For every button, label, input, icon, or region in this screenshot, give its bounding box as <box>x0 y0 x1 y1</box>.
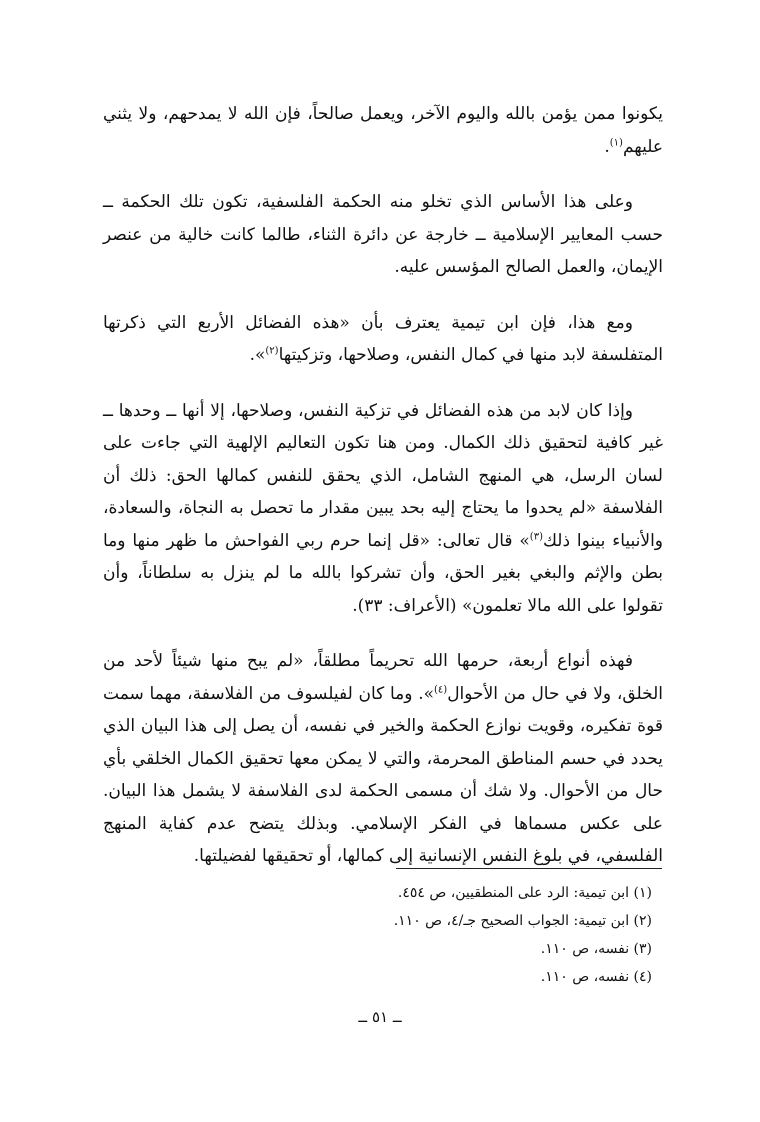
paragraph-2 <box>103 186 663 284</box>
footnote-1: (١) ابن تيمية: الرد على المنطقيين، ص ٤٥٤. <box>397 885 652 901</box>
footnote-ref-4: (٤) <box>434 683 448 695</box>
footnote-4: (٤) نفسه، ص ١١٠. <box>540 969 652 985</box>
footnote-2: (٢) ابن تيمية: الجواب الصحيح جـ/٤، ص ١١٠. <box>393 913 652 929</box>
paragraph-1-end: . <box>604 136 610 157</box>
footnote-3: (٣) نفسه، ص ١١٠. <box>540 941 652 957</box>
footnote-ref-3: (٣) <box>529 530 543 542</box>
paragraph-4 <box>103 395 663 623</box>
footnote-ref-1: (١) <box>609 136 623 148</box>
paragraph-1 <box>103 98 663 163</box>
page-number: ــ ٥١ ــ <box>358 1008 402 1026</box>
footnote-separator <box>396 868 662 869</box>
main-text <box>103 98 663 896</box>
paragraph-3-end: ». <box>249 345 266 365</box>
paragraph-4-text-a: وإذا كان لابد من هذه الفضائل في تزكية النفس، وصلاحها، إلا أنها ــ وحدها ــ غير كافية لتحقيق ذلك الكمال. ومن هنا تكون التعاليم الإلهية التي جاءت على لسان الرسل، هي المنهج الشامل، الذي يحقق للنفس كمالها الحق: ذلك أن الفلاسفة «لم يحدوا ما يحتاج إليه بحد يبين مقدار ما تحصل به النجاة، والسعادة، والأنبياء بينوا ذلك <box>103 400 664 551</box>
paragraph-2-text: وعلى هذا الأساس الذي تخلو منه الحكمة الفلسفية، تكون تلك الحكمة ــ حسب المعايير الإسلامية ــ خارجة عن دائرة الثناء، طالما كانت خالية من عنصر الإيمان، والعمل الصالح المؤسس عليه. <box>103 192 663 277</box>
paragraph-4-text-b: » قال تعالى: «قل إنما حرم ربي الفواحش ما ظهر منها وما بطن والإثم والبغي بغير الحق، وأن تشركوا بالله ما لم ينزل به سلطاناً، وأن تقولوا على الله مالا تعلمون» (الأعراف: ٣٣). <box>103 530 663 616</box>
footnotes <box>103 879 652 991</box>
paragraph-5-text-a: فهذه أنواع أربعة، حرمها الله تحريماً مطلقاً، «لم يبح منها شيئاً لأحد من الخلق، ولا في حال من الأحوال <box>103 651 664 704</box>
paragraph-3-text: ومع هذا، فإن ابن تيمية يعترف بأن «هذه الفضائل الأربع التي ذكرتها المتفلسفة لابد منها في كمال النفس، وصلاحها، وتزكيتها <box>103 312 663 365</box>
paragraph-5-text-b: ». وما كان لفيلسوف من الفلاسفة، مهما سمت قوة تفكيره، وقويت نوازع الحكمة والخير في نفسه، أن يصل إلى هذا البيان الذي يحدد في حسم المناطق المحرمة، والتي لا يمكن معها تحقيق الكمال الخلقي بأي حال من الأحوال. ولا شك أن مسمى الحكمة لدى الفلاسفة لا يشمل هذا البيان. على عكس مسماها في الفكر الإسلامي. وبذلك يتضح عدم كفاية المنهج الفلسفي، في بلوغ النفس الإنسانية إلى كمالها، أو تحقيقها لفضيلتها. <box>103 683 663 866</box>
footnote-ref-2: (٢) <box>265 345 279 357</box>
paragraph-5 <box>103 645 663 873</box>
paragraph-3 <box>103 307 663 372</box>
paragraph-1-text: يكونوا ممن يؤمن بالله واليوم الآخر، ويعمل صالحاً، فإن الله لا يمدحهم، ولا يثني عليهم <box>103 104 663 157</box>
